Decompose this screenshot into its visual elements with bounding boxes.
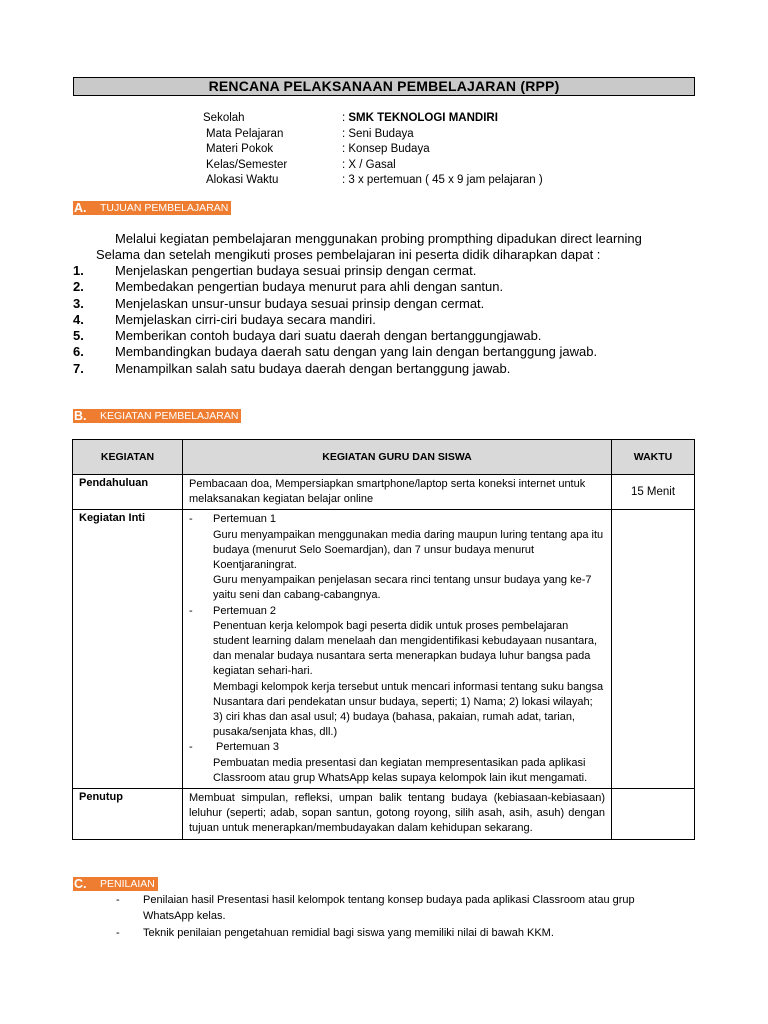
info-value: : 3 x pertemuan ( 45 x 9 jam pelajaran )	[342, 174, 543, 186]
intro-line-2: Selama dan setelah mengikuti proses pembelajaran ini peserta didik diharapkan dapat :	[96, 247, 601, 262]
info-value: : Konsep Budaya	[342, 143, 430, 155]
intro-line-1: Melalui kegiatan pembelajaran menggunakan probing prompthing dipadukan direct learning	[115, 231, 642, 246]
cell-text: Membuat simpulan, refleksi, umpan balik tentang budaya (kebiasaan-kebiasaan) leluhur (seperti; adab, sopan santun, gotong royong, silih asah, asih, asuh) dengan tujuan untuk menerapkan/membudayakan dalam kehidupan sekarang.	[183, 789, 612, 840]
bullet-dash: -	[116, 927, 120, 939]
info-label: Sekolah	[203, 112, 245, 124]
column-header: KEGIATAN GURU DAN SISWA	[183, 440, 612, 475]
section-heading-a	[73, 201, 231, 215]
activities-table	[72, 439, 695, 840]
meeting-paragraph: Pembuatan media presentasi dan kegiatan mempresentasikan pada aplikasi Classroom atau grup WhatsApp kelas supaya kelompok lain ikut mengamati.	[213, 756, 588, 784]
section-letter: B.	[74, 409, 87, 423]
meeting-title: Pertemuan 3	[216, 741, 279, 754]
list-item	[116, 893, 676, 924]
meeting-title: Pertemuan 2	[213, 604, 276, 617]
meeting-paragraph: Guru menyampaikan menggunakan media daring maupun luring tentang apa itu budaya (menurut Selo Soemardjan), dan 7 unsur budaya menurut Koentjaraningrat.	[213, 528, 604, 572]
info-value: : SMK TEKNOLOGI MANDIRI	[342, 112, 498, 124]
meeting-paragraph: Guru menyampaikan penjelasan secara rinci tentang unsur budaya yang ke-7 yaitu seni dan cabang-cabangnya.	[213, 574, 592, 602]
table-row	[73, 510, 695, 789]
table-row	[73, 475, 695, 510]
cell-text: Pembacaan doa, Mempersiapkan smartphone/laptop serta koneksi internet untuk melaksanakan kegiatan belajar online	[183, 475, 612, 510]
info-label: Kelas/Semester	[206, 158, 288, 171]
info-label: Mata Pelajaran	[206, 127, 284, 140]
table-row	[73, 789, 695, 840]
list-item	[189, 740, 605, 786]
bullet-dash: -	[116, 894, 120, 906]
table-header-row	[73, 440, 695, 475]
section-letter: C.	[74, 877, 87, 891]
document-title: RENCANA PELAKSANAAN PEMBELAJARAN (RPP)	[73, 77, 695, 96]
list-item	[189, 512, 605, 603]
column-header: KEGIATAN	[73, 440, 183, 475]
section-heading-b	[73, 409, 241, 423]
cell-time: 15 Menit	[612, 475, 695, 510]
meeting-paragraph: Membagi kelompok kerja tersebut untuk mencari informasi tentang suku bangsa Nusantara dari pendekatan unsur budaya, seperti; 1) Nama; 2) lokasi wilayah; 3) ciri khas dan asal usul; 4) budaya (bahasa, pakaian, rumah adat, tarian, pusaka/senjata khas, dll.)	[213, 680, 604, 739]
list-item	[116, 926, 676, 942]
bullet-dash: -	[189, 604, 193, 617]
cell-time	[612, 789, 695, 840]
bullet-dash: -	[189, 741, 193, 754]
list-item	[189, 604, 605, 741]
row-label: Kegiatan Inti	[73, 510, 183, 789]
section-heading-c	[73, 877, 158, 891]
row-label: Pendahuluan	[73, 475, 183, 510]
info-label: Alokasi Waktu	[206, 174, 279, 186]
info-value: : Seni Budaya	[342, 127, 414, 140]
section-title: TUJUAN PEMBELAJARAN	[100, 202, 229, 214]
assessment-list	[116, 893, 676, 944]
column-header: WAKTU	[612, 440, 695, 475]
cell-text	[183, 510, 612, 789]
bullet-dash: -	[189, 513, 193, 526]
info-label: Materi Pokok	[206, 143, 274, 155]
cell-time	[612, 510, 695, 789]
assessment-text: Penilaian hasil Presentasi hasil kelompok tentang konsep budaya pada aplikasi Classroom atau grup WhatsApp kelas.	[143, 894, 635, 922]
meeting-title: Pertemuan 1	[213, 513, 276, 526]
section-title: PENILAIAN	[100, 878, 155, 890]
assessment-text: Teknik penilaian pengetahuan remidial bagi siswa yang memiliki nilai di bawah KKM.	[143, 927, 554, 939]
section-title: KEGIATAN PEMBELAJARAN	[100, 410, 239, 422]
row-label: Penutup	[73, 789, 183, 840]
section-letter: A.	[74, 201, 87, 215]
info-value: : X / Gasal	[342, 158, 396, 171]
meeting-paragraph: Penentuan kerja kelompok bagi peserta didik untuk proses pembelajaran student learning dalam menelaah dan mengidentifikasi kebudayaan nusantara, dan menalar budaya nusantara serta menerapkan budaya luhur bangsa pada kegiatan sehari-hari.	[213, 619, 598, 678]
